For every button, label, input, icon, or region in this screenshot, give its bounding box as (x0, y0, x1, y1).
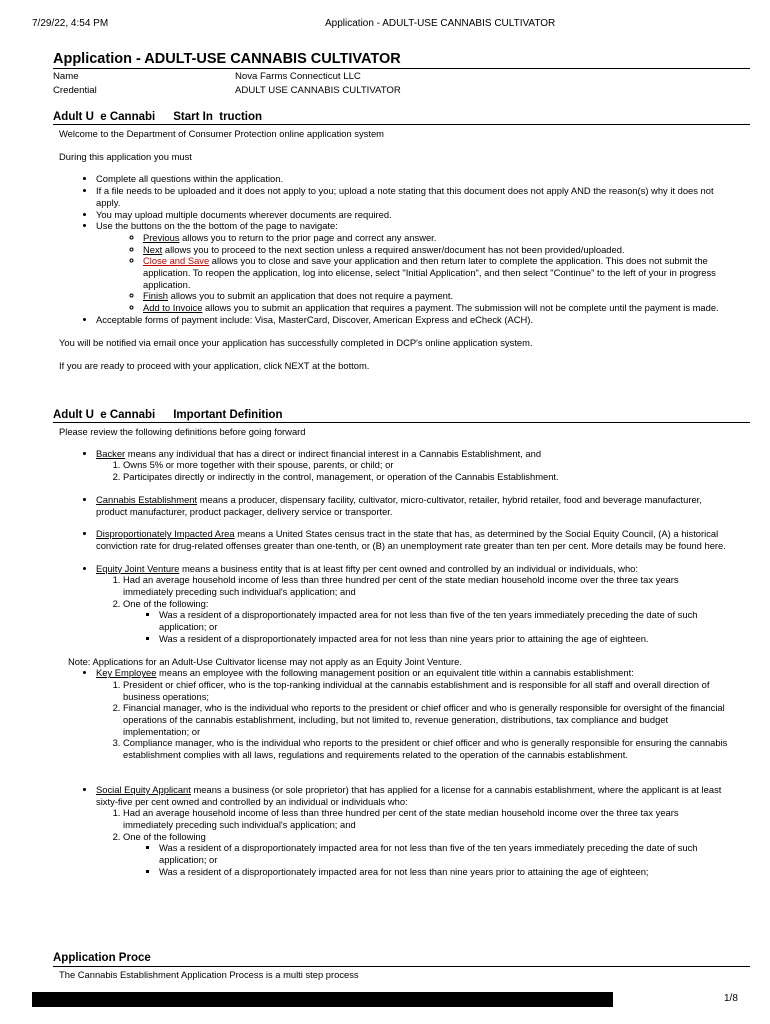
list-item: • Complete all questions within the application. (96, 173, 729, 185)
section-heading-title: Start In truction (173, 111, 263, 123)
list-item (96, 784, 729, 878)
list-item (123, 598, 729, 645)
name-label: Name (53, 71, 79, 82)
backer-term: Backer (96, 447, 126, 459)
key-employee-term: Key Employee (96, 667, 157, 679)
section-heading-prefix: Adult U e Cannabi (53, 111, 156, 123)
list-item: ▪ Was a resident of a disproportionately impacted area for not less than nine years prior to attaining the age of eighteen; (159, 866, 729, 878)
definition-social-equity (59, 784, 729, 878)
list-item (143, 244, 729, 256)
list-item (143, 255, 729, 290)
definition-text: means an employee with the following management position or an equivalent title within a cannabis establishment: (156, 667, 634, 679)
definitions-intro: Please review the following definitions before going forward (59, 426, 306, 437)
definition-establishment (59, 494, 729, 517)
section-heading-prefix: Adult U e Cannabi (53, 409, 156, 421)
definition-text: means a United States census tract in the state that has, as determined by the Social Equity Council, (A) a historical conviction rate for drug-related offenses greater than one-tenth, or (B) an unemployment rate greater than ten per cent. More details may be found here. (96, 528, 726, 551)
notify-text: You will be notified via email once your application has successfully completed in DCP's online application system. (59, 336, 533, 348)
section-heading-definitions (53, 408, 282, 422)
sea-squares (123, 842, 729, 877)
eqjv-sublist (96, 574, 729, 644)
definition-text: means any individual that has a direct or indirect financial interest in a Cannabis Establishment, and (125, 447, 542, 459)
list-item: 2. Financial manager, who is the individual who reports to the president or chief officer and who is generally responsible for oversight of the financial operations of the cannabis establishment, including, but not limited to, revenue generation, distributions, tax compliance and budget implementation; or (123, 702, 729, 737)
list-item: 2. Participates directly or indirectly in the control, management, or operation of the Cannabis Establishment. (123, 471, 729, 483)
nav-desc: allows you to proceed to the next section unless a required answer/document has not been provided/uploaded. (162, 243, 625, 255)
nav-intro: Use the buttons on the the bottom of the page to navigate: (96, 220, 338, 232)
section-heading-process: Application Proce (53, 952, 151, 964)
nav-desc: allows you to submit an application that does not require a payment. (168, 290, 454, 302)
title-divider (53, 68, 750, 69)
list-item (143, 232, 729, 244)
social-equity-term: Social Equity Applicant (96, 783, 191, 795)
page-number: 1/8 (724, 993, 738, 1004)
nav-list (96, 232, 729, 314)
list-item: 1. Had an average household income of less than three hundred per cent of the state median household income over the three tax years immediately preceding such individual's application; and (123, 574, 729, 597)
list-item: 1. Had an average household income of less than three hundred per cent of the state median household income over the three tax years immediately preceding such individual's application; and (123, 807, 729, 830)
list-item: ▪ Was a resident of a disproportionately impacted area for not less than nine years prior to attaining the age of eighteen. (159, 633, 729, 645)
definition-text: means a business (or sole proprietor) that has applied for a license for a cannabis establishment, where the applicant is at least sixty-five per cent owned and controlled by an individual or individuals who: (96, 783, 722, 807)
definitions-divider (53, 422, 750, 423)
list-item (96, 563, 729, 645)
next-link[interactable]: Next (143, 243, 163, 255)
definition-key-employee (59, 667, 729, 761)
eqjv-note: Note: Applications for an Adult-Use Cultivator license may not apply as an Equity Joint Venture. (68, 655, 462, 667)
nav-desc: allows you to return to the prior page and correct any answer. (179, 231, 437, 243)
definition-dia (59, 528, 729, 551)
eqjv-term: Equity Joint Venture (96, 562, 180, 574)
list-item (143, 290, 729, 302)
key-employee-sublist (96, 679, 729, 761)
list-item: ▪ Was a resident of a disproportionately impacted area for not less than five of the ten years immediately preceding the date of such application; or (159, 842, 729, 865)
backer-sublist (96, 459, 729, 482)
definitions-block (59, 426, 729, 878)
list-item (123, 831, 729, 878)
start-block (59, 128, 729, 372)
list-item (96, 448, 729, 483)
instruction-list (59, 173, 729, 325)
name-value: Nova Farms Connecticut LLC (235, 71, 361, 82)
print-page-title: Application - ADULT-USE CANNABIS CULTIVATOR (325, 18, 556, 29)
document-title: Application - ADULT-USE CANNABIS CULTIVATOR (53, 51, 401, 67)
list-item: • You may upload multiple documents wherever documents are required. (96, 209, 729, 221)
ready-text: If you are ready to proceed with your application, click NEXT at the bottom. (59, 360, 370, 372)
finish-link[interactable]: Finish (143, 290, 169, 302)
sea-sub2: One of the following (123, 830, 206, 842)
section-heading-start (53, 110, 262, 124)
list-item (96, 667, 729, 761)
welcome-text: Welcome to the Department of Consumer Protection online application system (59, 128, 384, 139)
list-item (96, 528, 729, 551)
during-text: During this application you must (59, 150, 192, 162)
establishment-term: Cannabis Establishment (96, 493, 198, 505)
credential-label: Credential (53, 85, 97, 96)
eqjv-sub2: One of the following: (123, 597, 209, 609)
nav-desc: allows you to submit an application that requires a payment. The submission will not be complete until the payment is made. (202, 302, 719, 314)
print-datetime: 7/29/22, 4:54 PM (32, 18, 109, 29)
list-item (143, 302, 729, 314)
list-item: ▪ Was a resident of a disproportionately impacted area for not less than five of the ten years immediately preceding the date of such application; or (159, 609, 729, 632)
section-heading-title: Important Definition (173, 409, 283, 421)
previous-link[interactable]: Previous (143, 231, 180, 243)
close-and-save-link[interactable]: Close and Save (143, 255, 210, 267)
list-item: 3. Compliance manager, who is the individual who reports to the president or chief officer and who is generally responsible for ensuring the cannabis establishment complies with all laws, regulations and requirements related to the operation of the cannabis establishment. (123, 737, 729, 760)
list-item: • If a file needs to be uploaded and it does not apply to you; upload a note stating that this document does not apply AND the reason(s) why it does not apply. (96, 185, 729, 208)
eqjv-squares (123, 609, 729, 644)
add-to-invoice-link[interactable]: Add to Invoice (143, 302, 203, 314)
list-item: 1. President or chief officer, who is the top-ranking individual at the cannabis establishment and is responsible for all staff and overall direction of business operations; (123, 679, 729, 702)
list-item (96, 494, 729, 517)
start-divider (53, 124, 750, 125)
credential-value: ADULT USE CANNABIS CULTIVATOR (235, 85, 401, 96)
dia-term: Disproportionately Impacted Area (96, 528, 235, 540)
definition-text: means a producer, dispensary facility, cultivator, micro-cultivator, retailer, hybrid retailer, food and beverage manufacturer, product manufacturer, product packager, delivery service or transporter. (96, 493, 702, 517)
definition-text: means a business entity that is at least fifty per cent owned and controlled by an individual or individuals, who: (179, 562, 638, 574)
nav-desc: allows you to close and save your application and then return later to complete the application. This does not submit the application. To reopen the application, log into elicense, select "Initial Application", and then select "Continue" to the left of your in progress application. (143, 255, 716, 290)
redaction-bar (32, 992, 613, 1007)
list-item (96, 220, 729, 314)
list-item: 1. Owns 5% or more together with their spouse, parents, or child; or (123, 459, 729, 471)
process-text: The Cannabis Establishment Application Process is a multi step process (59, 969, 359, 980)
definition-eqjv (59, 563, 729, 645)
definition-backer (59, 448, 729, 483)
process-divider (53, 966, 750, 967)
list-item: • Acceptable forms of payment include: Visa, MasterCard, Discover, American Express and eCheck (ACH). (96, 314, 729, 326)
social-equity-sublist (96, 807, 729, 877)
